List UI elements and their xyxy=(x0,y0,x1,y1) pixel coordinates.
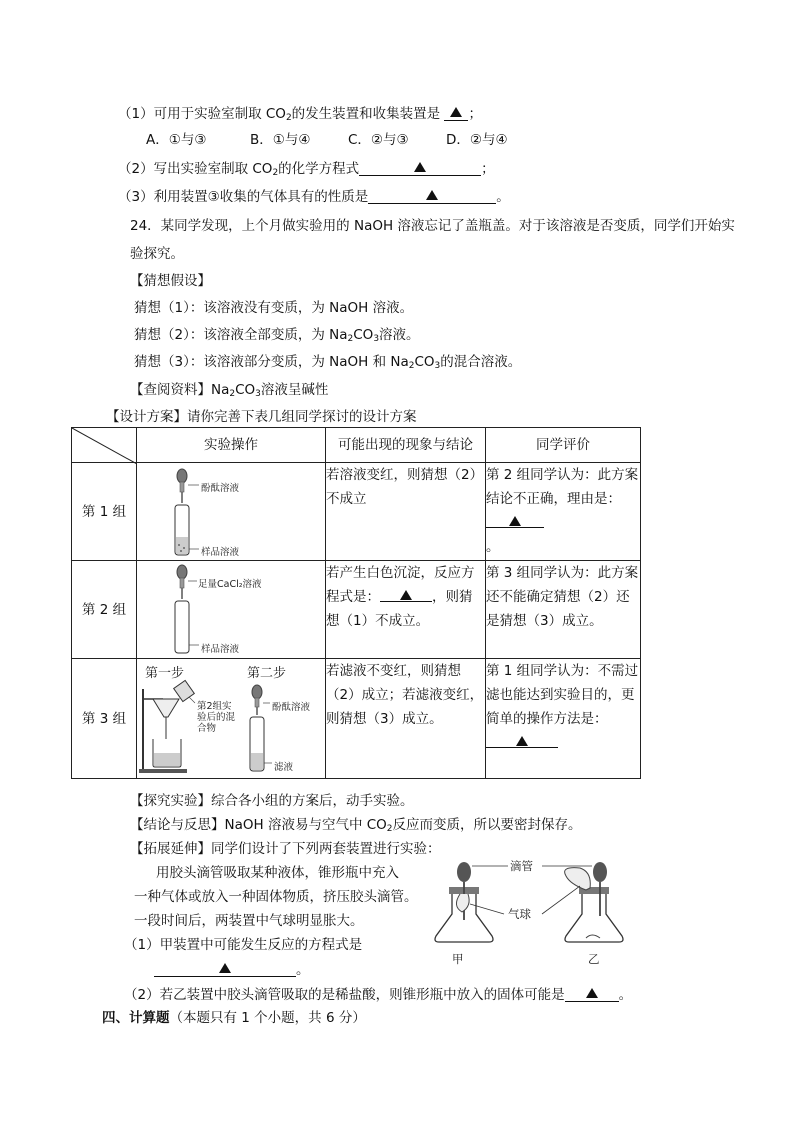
option-b[interactable]: B．①与④ xyxy=(250,132,311,148)
group-3-evaluation: 第 1 组同学认为：不需过滤也能达到实验目的，更简单的操作方法是： xyxy=(486,659,641,779)
q24-intro-line1: 24．某同学发现，上个月做实验用的 NaOH 溶液忘记了盖瓶盖。对于该溶液是否变质，同学们开始实 xyxy=(130,218,735,234)
triangle-icon xyxy=(586,988,598,998)
hypothesis-3: 猜想（3）：该溶液部分变质，为 NaOH 和 $Na_2CO_3$的混合溶液。 xyxy=(134,354,522,371)
option-a[interactable]: A．①与③ xyxy=(146,132,207,148)
figure-label: 样品溶液 xyxy=(201,547,240,558)
hypothesis-1: 猜想（1）：该溶液没有变质，为 NaOH 溶液。 xyxy=(134,300,414,316)
group-2-label: 第 2 组 xyxy=(72,561,137,659)
q23-part3: （3）利用装置③收集的气体具有的性质是 。 xyxy=(118,189,510,205)
hypothesis-2: 猜想（2）：该溶液全部变质，为 $Na_2CO_3$溶液。 xyxy=(134,327,420,344)
ext-question-2: （2）若乙装置中胶头滴管吸取的是稀盐酸，则锥形瓶中放入的固体可能是 。 xyxy=(124,987,633,1003)
q23-options xyxy=(146,130,508,150)
balloon-flask-figure xyxy=(430,856,645,971)
group-2-phenomenon: 若产生白色沉淀，反应方程式是： ，则猜想（1）不成立。 xyxy=(326,561,486,659)
answer-blank[interactable] xyxy=(359,159,481,176)
extension-text-3: 一段时间后，两装置中气球明显胀大。 xyxy=(134,913,364,929)
flask-yi-label: 乙 xyxy=(588,952,600,966)
header-phenomenon: 可能出现的现象与结论 xyxy=(326,428,486,463)
answer-blank[interactable] xyxy=(154,960,296,977)
answer-blank[interactable] xyxy=(486,731,558,748)
q23-part2: （2）写出实验室制取 $CO_2$的化学方程式 ； xyxy=(118,161,495,178)
group-1-figure xyxy=(137,463,326,561)
figure-label: 酚酞溶液 xyxy=(201,483,240,494)
q24-intro-line2: 验探究。 xyxy=(130,246,184,262)
group-1-phenomenon: 若溶液变红，则猜想（2）不成立 xyxy=(326,463,486,561)
ext-question-1-answer: 。 xyxy=(154,960,310,980)
answer-blank[interactable] xyxy=(486,511,544,528)
balloon-label: 气球 xyxy=(508,907,531,921)
ext-question-1: （1）甲装置中可能发生反应的方程式是 xyxy=(124,937,363,953)
extension-text-2: 一种气体或放入一种固体物质，挤压胶头滴管。 xyxy=(134,889,418,905)
group-2-evaluation: 第 3 组同学认为：此方案还不能确定猜想（2）还是猜想（3）成立。 xyxy=(486,561,641,659)
option-d[interactable]: D．②与④ xyxy=(446,132,508,148)
answer-blank[interactable] xyxy=(565,985,619,1002)
group-3-figure xyxy=(137,659,326,779)
extension-text-1: 用胶头滴管吸取某种液体，锥形瓶中充入 xyxy=(156,865,399,881)
triangle-icon xyxy=(450,107,462,117)
group-3-phenomenon: 若滤液不变红，则猜想（2）成立；若滤液变红，则猜想（3）成立。 xyxy=(326,659,486,779)
design-table xyxy=(71,427,641,779)
triangle-icon xyxy=(426,190,438,200)
header-evaluation: 同学评价 xyxy=(486,428,641,463)
triangle-icon xyxy=(414,162,426,172)
figure-label: 滤液 xyxy=(274,762,294,773)
group-1-label: 第 1 组 xyxy=(72,463,137,561)
answer-blank[interactable] xyxy=(444,104,468,121)
dropper-label: 滴管 xyxy=(510,859,533,873)
diagonal-line xyxy=(72,428,137,464)
step-1-label: 第一步 xyxy=(145,666,185,681)
header-operation: 实验操作 xyxy=(137,428,326,463)
q23-part1: （1）可用于实验室制取 $CO_2$的发生装置和收集装置是 ； xyxy=(118,106,482,123)
extension-line: 【拓展延伸】同学们设计了下列两套装置进行实验： xyxy=(130,841,441,857)
triangle-icon xyxy=(400,590,412,600)
figure-label: 第2组实验后的混合物 xyxy=(197,701,236,734)
section-4-heading: 四、计算题（本题只有 1 个小题，共 6 分） xyxy=(102,1010,366,1026)
group-1-evaluation: 第 2 组同学认为：此方案结论不正确，理由是： 。 xyxy=(486,463,641,561)
table-corner-cell xyxy=(72,428,137,463)
step-2-label: 第二步 xyxy=(247,666,287,681)
answer-blank[interactable] xyxy=(368,187,496,204)
explore-line: 【探究实验】综合各小组的方案后，动手实验。 xyxy=(130,793,414,809)
answer-blank[interactable] xyxy=(380,585,432,602)
reference-info: 【查阅资料】$Na_2CO_3$溶液呈碱性 xyxy=(130,382,329,399)
group-3-label: 第 3 组 xyxy=(72,659,137,779)
flask-jia-label: 甲 xyxy=(452,952,464,966)
design-title: 【设计方案】请你完善下表几组同学探讨的设计方案 xyxy=(106,409,417,425)
triangle-icon xyxy=(219,963,231,973)
group-2-figure xyxy=(137,561,326,659)
figure-label: 酚酞溶液 xyxy=(272,702,311,713)
triangle-icon xyxy=(509,516,521,526)
conclusion-line: 【结论与反思】NaOH 溶液易与空气中 $CO_2$反应而变质，所以要密封保存。 xyxy=(130,817,582,834)
figure-label: 足量CaCl₂溶液 xyxy=(198,579,262,590)
figure-label: 样品溶液 xyxy=(201,644,240,655)
option-c[interactable]: C．②与③ xyxy=(348,132,409,148)
triangle-icon xyxy=(516,736,528,746)
hypothesis-title: 【猜想假设】 xyxy=(130,273,211,289)
